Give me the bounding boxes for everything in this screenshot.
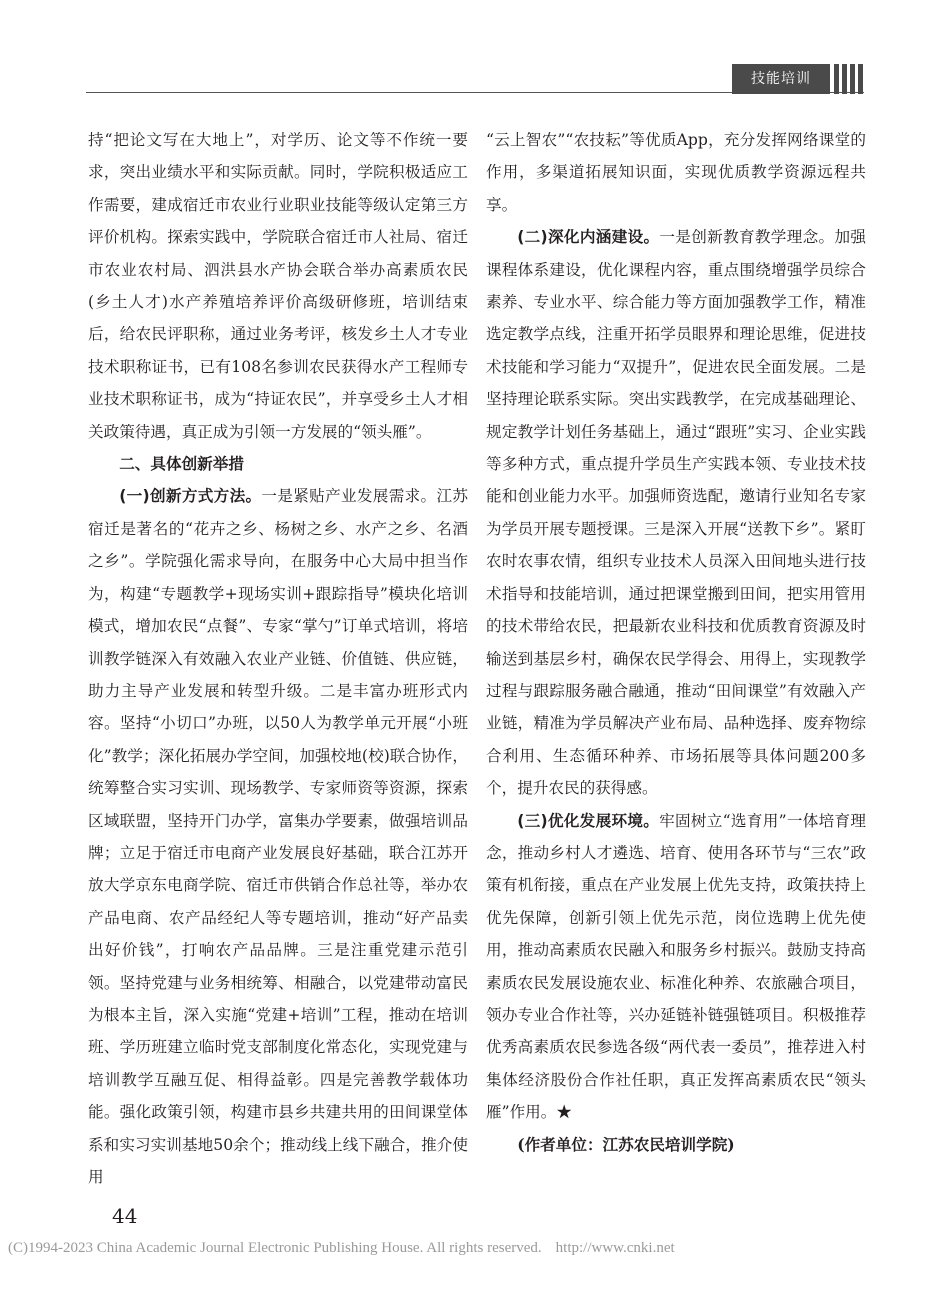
- left-column: [88, 124, 468, 1193]
- section-label: 技能培训: [732, 64, 830, 94]
- header-decorative-bars: [834, 64, 863, 94]
- right-paragraph-2: [486, 221, 866, 804]
- page-number: 44: [112, 1204, 138, 1228]
- footer-copyright: (C)1994-2023 China Academic Journal Electronic Publishing House. All rights reserved.: [8, 1240, 542, 1256]
- paragraph-lead: (一)创新方式方法。: [119, 487, 262, 506]
- paragraph-lead: (三)优化发展环境。: [517, 811, 660, 830]
- header-bar: [834, 64, 839, 94]
- section-heading: 二、具体创新举措: [119, 455, 244, 474]
- header-bar: [858, 64, 863, 94]
- paragraph-lead: (二)深化内涵建设。: [517, 228, 660, 247]
- right-paragraph-3: [486, 805, 866, 1129]
- header-bar: [850, 64, 855, 94]
- paragraph-body: 一是紧贴产业发展需求。江苏宿迁是著名的“花卉之乡、杨树之乡、水产之乡、名酒之乡”。学院强化需求导向，在服务中心大局中担当作为，构建“专题教学+现场实训+跟踪指导”模块化培训模式，增加农民“点餐”、专家“掌勺”订单式培训，将培训教学链深入有效融入农业产业链、价值链、供应链，助力主导产业发展和转型升级。二是丰富办班形式内容。坚持“小切口”办班，以50人为教学单元开展“小班化”教学；深化拓展办学空间，加强校地(校)联合协作，统筹整合实习实训、现场教学、专家师资等资源，探索区域联盟，坚持开门办学，富集办学要素，做强培训品牌；立足于宿迁市电商产业发展良好基础，联合江苏开放大学京东电商学院、宿迁市供销合作总社等，举办农产品电商、农产品经纪人等专题培训，推动“好产品卖出好价钱”，打响农产品品牌。三是注重党建示范引领。坚持党建与业务相统筹、相融合，以党建带动富民为根本主旨，深入实施“党建+培训”工程，推动在培训班、学历班建立临时党支部制度化常态化，实现党建与培训教学互融互促、相得益彰。四是完善教学载体功能。强化政策引领，构建市县乡共建共用的田间课堂体系和实习实训基地50余个；推动线上线下融合，推介使用: [88, 487, 468, 1186]
- footer: [8, 1240, 942, 1257]
- footer-url[interactable]: http://www.cnki.net: [555, 1240, 675, 1256]
- author-affiliation: (作者单位：江苏农民培训学院): [517, 1134, 735, 1154]
- left-paragraph-2: [88, 480, 468, 1193]
- paragraph-body: 一是创新教育教学理念。加强课程体系建设，优化课程内容，重点围绕增强学员综合素养、专业水平、综合能力等方面加强教学工作，精准选定教学点线，注重开拓学员眼界和理论思维，促进技术技能和学习能力“双提升”，促进农民全面发展。二是坚持理论联系实际。突出实践教学，在完成基础理论、规定教学计划任务基础上，通过“跟班”实习、企业实践等多种方式，重点提升学员生产实践本领、专业技术技能和创业能力水平。加强师资选配，邀请行业知名专家为学员开展专题授课。三是深入开展“送教下乡”。紧盯农时农事农情，组织专业技术人员深入田间地头进行技术指导和技能培训，通过把课堂搬到田间，把实用管用的技术带给农民，把最新农业科技和优质教育资源及时输送到基层乡村，确保农民学得会、用得上，实现教学过程与跟踪服务融合融通，推动“田间课堂”有效融入产业链，精准为学员解决产业布局、品种选择、废弃物综合利用、生态循环种养、市场拓展等具体问题200多个，提升农民的获得感。: [486, 228, 866, 798]
- right-paragraph-1: “云上智农”“农技耘”等优质App，充分发挥网络课堂的作用，多渠道拓展知识面，实现优质教学资源远程共享。: [486, 131, 866, 214]
- left-paragraph-1: 持“把论文写在大地上”，对学历、论文等不作统一要求，突出业绩水平和实际贡献。同时，学院积极适应工作需要，建成宿迁市农业行业职业技能等级认定第三方评价机构。探索实践中，学院联合宿迁市人社局、宿迁市农业农村局、泗洪县水产协会联合举办高素质农民(乡土人才)水产养殖培养评价高级研修班，培训结束后，给农民评职称，通过业务考评，核发乡土人才专业技术职称证书，已有108名参训农民获得水产工程师专业技术职称证书，成为“持证农民”，并享受乡土人才相关政策待遇，真正成为引领一方发展的“领头雁”。: [88, 131, 468, 441]
- header-bar: [842, 64, 847, 94]
- paragraph-body: 牢固树立“选育用”一体培育理念，推动乡村人才遴选、培育、使用各环节与“三农”政策有机衔接，重点在产业发展上优先支持，政策扶持上优先保障，创新引领上优先示范，岗位选聘上优先使用，推动高素质农民融入和服务乡村振兴。鼓励支持高素质农民发展设施农业、标准化种养、农旅融合项目，领办专业合作社等，兴办延链补链强链项目。积极推荐优秀高素质农民参选各级“两代表一委员”，推荐进入村集体经济股份合作社任职，真正发挥高素质农民“领头雁”作用。★: [486, 811, 866, 1122]
- right-column: [486, 124, 866, 1161]
